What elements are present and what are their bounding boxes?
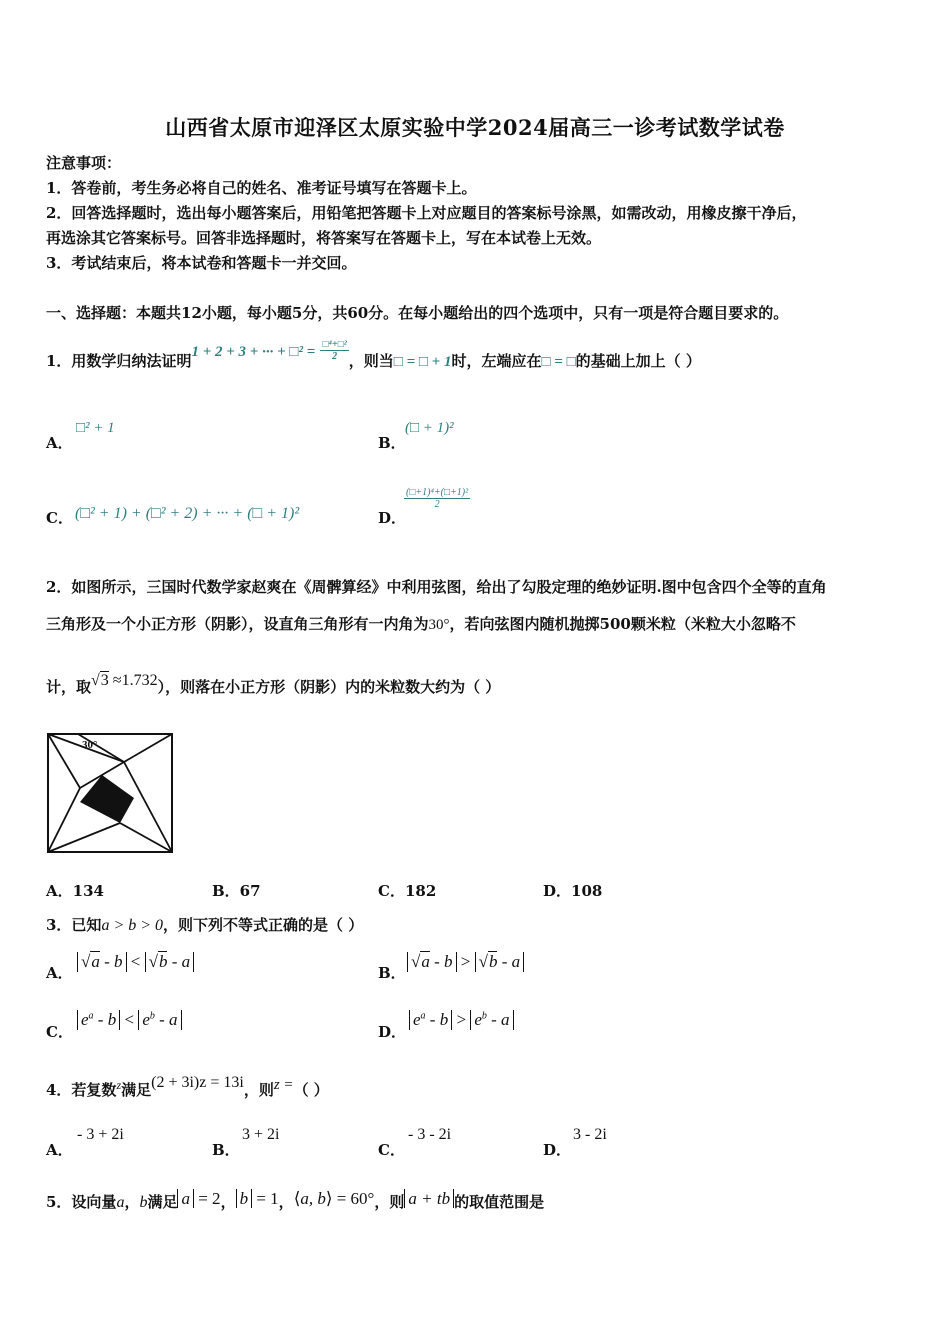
- question-5: 5．设向量a，b满足 a = 2， b = 1，⟨a, b⟩ = 60°，则 a + tb 的取值范围是: [46, 1189, 545, 1211]
- q1-formula-lhs: 1 + 2 + 3 + ··· + □² =: [191, 344, 316, 360]
- q5-vector-a: a: [116, 1194, 125, 1211]
- q4-suffix: （ ）: [293, 1081, 329, 1099]
- q2-option-a: A．134: [46, 882, 104, 900]
- q3-condition: a > b > 0: [101, 917, 164, 934]
- q4-option-d: 3 - 2i: [573, 1126, 607, 1143]
- q4-var: z: [116, 1078, 122, 1092]
- q4-option-b-label: B．: [212, 1141, 240, 1159]
- q2-line-2a: 三角形及一个小正方形（阴影），设直角三角形有一内角为: [46, 615, 429, 633]
- zhao-shuang-diagram: [44, 730, 176, 856]
- q4-ask: z =: [273, 1077, 294, 1093]
- q2-line-3a: 计，取: [46, 678, 92, 696]
- diagram-line-5: [48, 788, 80, 852]
- diagram-angle-label: 30°: [82, 739, 98, 751]
- q5-norm-b: b = 1: [236, 1189, 279, 1208]
- q2-option-d: D．108: [543, 882, 603, 900]
- q3-option-d: $e^a - b > e^b - a$: [409, 1010, 514, 1030]
- q5-vector-b: b: [139, 1194, 148, 1211]
- notice-item-2-cont: 再选涂其它答案标号。回答非选择题时，将答案写在答题卡上，写在本试卷上无效。: [46, 229, 602, 247]
- q5-mid2: ，则: [374, 1193, 405, 1211]
- q1-mid1: ，则当: [348, 352, 394, 370]
- q4-option-d-label: D．: [543, 1141, 572, 1159]
- q3-option-b: √a - b > √b - a: [407, 952, 524, 972]
- section-heading: 一、选择题：本题共12小题，每小题5分，共60分。在每小题给出的四个选项中，只有一项是符合题目要求的。: [46, 304, 789, 322]
- q1-option-c: (□² + 1) + (□² + 2) + ··· + (□ + 1)²: [75, 505, 300, 522]
- q1-frac-denominator: 2: [332, 350, 338, 362]
- question-1: [46, 338, 701, 374]
- q4-prefix: 4．若复数: [46, 1081, 117, 1099]
- q5-expression: a + tb: [404, 1189, 454, 1208]
- q2-sqrt-expr: √3 ≈1.732: [91, 672, 158, 689]
- q3-suffix: ，则下列不等式正确的是（ ）: [163, 916, 364, 934]
- q4-option-c-label: C．: [378, 1141, 405, 1159]
- notice-item-3: 3．考试结束后，将本试卷和答题卡一并交回。: [46, 254, 357, 272]
- diagram-line-4: [48, 823, 120, 852]
- q1-condition: □ = □ + 1: [393, 354, 452, 370]
- q4-equation: (2 + 3i)z = 13i: [151, 1074, 244, 1091]
- notice-heading: 注意事项：: [46, 154, 122, 172]
- q5-sep: ，: [124, 1193, 140, 1211]
- q1-option-b-label: B．: [378, 434, 406, 452]
- q5-norm-a: a = 2: [177, 1189, 220, 1208]
- q1-formula-fraction: [320, 339, 348, 362]
- q3-prefix: 3．已知: [46, 916, 102, 934]
- q5-suffix: 的取值范围是: [454, 1193, 545, 1211]
- q4-option-b: 3 + 2i: [242, 1126, 280, 1143]
- q3-option-b-label: B．: [378, 964, 406, 982]
- q1-option-d-denominator: 2: [434, 499, 440, 510]
- q5-angle: ⟨a, b⟩ = 60°: [293, 1189, 375, 1208]
- q2-line-3b: ），则落在小正方形（阴影）内的米粒数大约为（ ）: [157, 678, 501, 696]
- diagram-line-1b: [124, 734, 172, 762]
- q1-option-b: (□ + 1)²: [405, 420, 454, 436]
- q2-line-3: [46, 672, 501, 697]
- q1-suffix: 的基础上加上（ ）: [575, 352, 701, 370]
- q1-option-a-label: A．: [46, 434, 73, 452]
- page-title: 山西省太原市迎泽区太原实验中学2024届高三一诊考试数学试卷: [165, 115, 785, 140]
- q1-option-d-numerator: (□+1)⁴+(□+1)²: [406, 487, 469, 498]
- q2-approx: ≈1.732: [112, 672, 158, 689]
- q1-option-d-label: D．: [378, 509, 407, 527]
- q4-option-a: - 3 + 2i: [77, 1126, 124, 1143]
- q1-option-d: [404, 487, 470, 510]
- diagram-line-6: [48, 734, 80, 788]
- q5-prefix: 5．设向量: [46, 1193, 117, 1211]
- q2-line-2: [46, 613, 796, 634]
- q2-option-c: C．182: [378, 882, 437, 900]
- q1-condition-2: □ = □: [541, 354, 576, 370]
- q3-option-d-label: D．: [378, 1023, 407, 1041]
- q3-option-c: $e^a - b < e^b - a$: [77, 1010, 182, 1030]
- q3-option-a: √a - b < √b - a: [77, 952, 194, 972]
- q2-option-b: B．67: [212, 882, 261, 900]
- q2-line-2b: ，若向弦图内随机抛掷500颗米粒（米粒大小忽略不: [449, 615, 796, 633]
- q2-sqrt-arg: 3: [100, 672, 109, 689]
- q1-option-c-label: C．: [46, 509, 73, 527]
- q1-mid2: 时，左端应在: [451, 352, 542, 370]
- q1-frac-numerator: □⁴+□²: [322, 338, 347, 350]
- q3-option-a-label: A．: [46, 964, 73, 982]
- q2-angle: 30°: [428, 617, 450, 633]
- q3-option-c-label: C．: [46, 1023, 73, 1041]
- question-3: [46, 914, 363, 935]
- q4-option-c: - 3 - 2i: [408, 1126, 452, 1143]
- q4-mid: 满足: [121, 1081, 152, 1099]
- q1-prefix: 1．用数学归纳法证明: [46, 352, 192, 370]
- q1-option-a: □² + 1: [76, 420, 115, 436]
- q5-mid: 满足: [147, 1193, 178, 1211]
- notice-item-2: 2．回答选择题时，选出每小题答案后，用铅笔把答题卡上对应题目的答案标号涂黑，如需改动，用橡皮擦干净后，: [46, 204, 807, 222]
- q4-option-a-label: A．: [46, 1141, 73, 1159]
- question-4: [46, 1074, 329, 1100]
- q2-line-1: 2．如图所示，三国时代数学家赵爽在《周髀算经》中利用弦图，给出了勾股定理的绝妙证明.图中包含四个全等的直角: [46, 578, 827, 596]
- q4-mid2: ，则: [243, 1081, 274, 1099]
- notice-item-1: 1．答卷前，考生务必将自己的姓名、准考证号填写在答题卡上。: [46, 179, 477, 197]
